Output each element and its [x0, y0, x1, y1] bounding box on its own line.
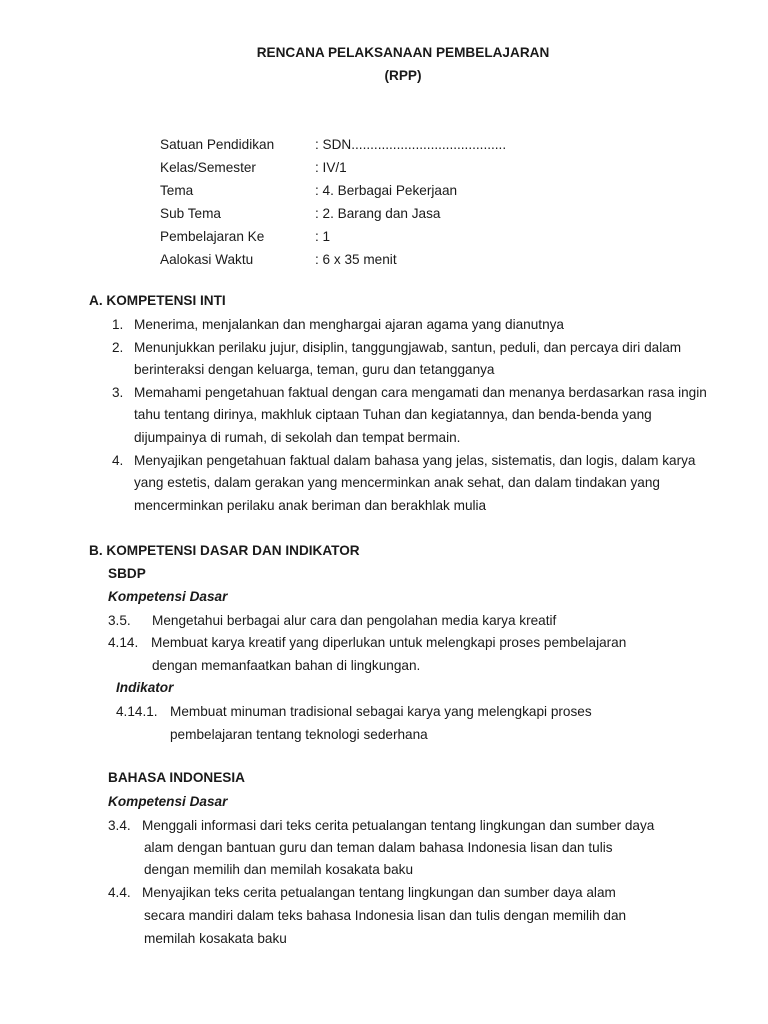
list-item: [112, 450, 712, 518]
indikator-label: Indikator: [116, 680, 174, 695]
identity-value: : SDN.........................................: [315, 137, 507, 152]
identity-label: Tema: [160, 183, 194, 198]
identity-value: : 1: [315, 229, 331, 244]
kd-text: Membuat karya kreatif yang diperlukan untuk melengkapi proses pembelajaran: [151, 635, 627, 650]
indikator-text: pembelajaran tentang teknologi sederhana: [170, 727, 428, 742]
list-number: 4.: [112, 452, 124, 468]
kd-text: dengan memilih dan memilah kosakata baku: [144, 862, 414, 877]
kompetensi-dasar-label: Kompetensi Dasar: [108, 589, 228, 604]
kd-number: 3.4.: [108, 818, 131, 833]
identity-row: [160, 159, 506, 182]
identity-table: [160, 136, 506, 274]
identity-row: [160, 136, 506, 159]
identity-label: Pembelajaran Ke: [160, 229, 265, 244]
identity-value: : 6 x 35 menit: [315, 252, 397, 267]
list-text: Memahami pengetahuan faktual dengan cara mengamati dan menanya berdasarkan rasa ingin tahu tentang dirinya, makhluk ciptaan Tuhan dan kegiatannya, dan benda-benda yang dijumpainya di rumah, di sekolah dan tempat bermain.: [134, 384, 707, 445]
kd-number: 4.4.: [108, 885, 131, 900]
kd-text: dengan memanfaatkan bahan di lingkungan.: [152, 658, 421, 673]
section-a-heading: A. KOMPETENSI INTI: [89, 293, 226, 308]
identity-value: : 4. Berbagai Pekerjaan: [315, 183, 458, 198]
kd-text: memilah kosakata baku: [144, 931, 287, 946]
subject-heading-sbdp: SBDP: [108, 566, 146, 581]
identity-row: [160, 182, 506, 205]
document-title: RENCANA PELAKSANAAN PEMBELAJARAN: [256, 45, 550, 60]
list-number: 1.: [112, 317, 124, 332]
list-text: Menyajikan pengetahuan faktual dalam bahasa yang jelas, sistematis, dan logis, dalam karya yang estetis, dalam gerakan yang mencerminkan anak sehat, dan dalam tindakan yang mencerminkan perilaku anak beriman dan berakhlak mulia: [134, 452, 696, 513]
list-item: [112, 314, 712, 337]
identity-value: : 2. Barang dan Jasa: [315, 206, 441, 221]
kompetensi-inti-list: [112, 314, 712, 517]
list-number: 2.: [112, 339, 124, 355]
kd-number: 3.5.: [108, 613, 131, 628]
identity-row: [160, 205, 506, 228]
identity-label: Kelas/Semester: [160, 160, 256, 175]
list-item: [112, 337, 712, 382]
section-b-heading: B. KOMPETENSI DASAR DAN INDIKATOR: [89, 543, 360, 558]
identity-label: Sub Tema: [160, 206, 221, 221]
identity-label: Aalokasi Waktu: [160, 252, 254, 267]
identity-row: [160, 228, 506, 251]
kd-text: Menyajikan teks cerita petualangan tentang lingkungan dan sumber daya alam: [142, 885, 616, 900]
list-text: Menerima, menjalankan dan menghargai ajaran agama yang dianutnya: [134, 317, 564, 332]
subject-heading-bahasa: BAHASA INDONESIA: [108, 770, 245, 785]
kd-text: alam dengan bantuan guru dan teman dalam bahasa Indonesia lisan dan tulis: [144, 840, 613, 855]
kd-number: 4.14.: [108, 635, 139, 650]
list-number: 3.: [112, 384, 124, 400]
list-item: [112, 382, 712, 450]
document-subtitle: (RPP): [384, 68, 422, 83]
indikator-number: 4.14.1.: [116, 704, 158, 719]
identity-value: : IV/1: [315, 160, 347, 175]
kd-text: secara mandiri dalam teks bahasa Indonesia lisan dan tulis dengan memilih dan: [144, 908, 627, 923]
identity-row: [160, 251, 506, 274]
indikator-text: Membuat minuman tradisional sebagai karya yang melengkapi proses: [170, 704, 592, 719]
kd-text: Mengetahui berbagai alur cara dan pengolahan media karya kreatif: [152, 613, 557, 628]
identity-label: Satuan Pendidikan: [160, 137, 275, 152]
list-text: Menunjukkan perilaku jujur, disiplin, tanggungjawab, santun, peduli, dan percaya diri dalam berinteraksi dengan keluarga, teman, guru dan tetangganya: [134, 339, 682, 378]
kompetensi-dasar-label: Kompetensi Dasar: [108, 794, 228, 809]
kd-text: Menggali informasi dari teks cerita petualangan tentang lingkungan dan sumber daya: [142, 818, 655, 833]
